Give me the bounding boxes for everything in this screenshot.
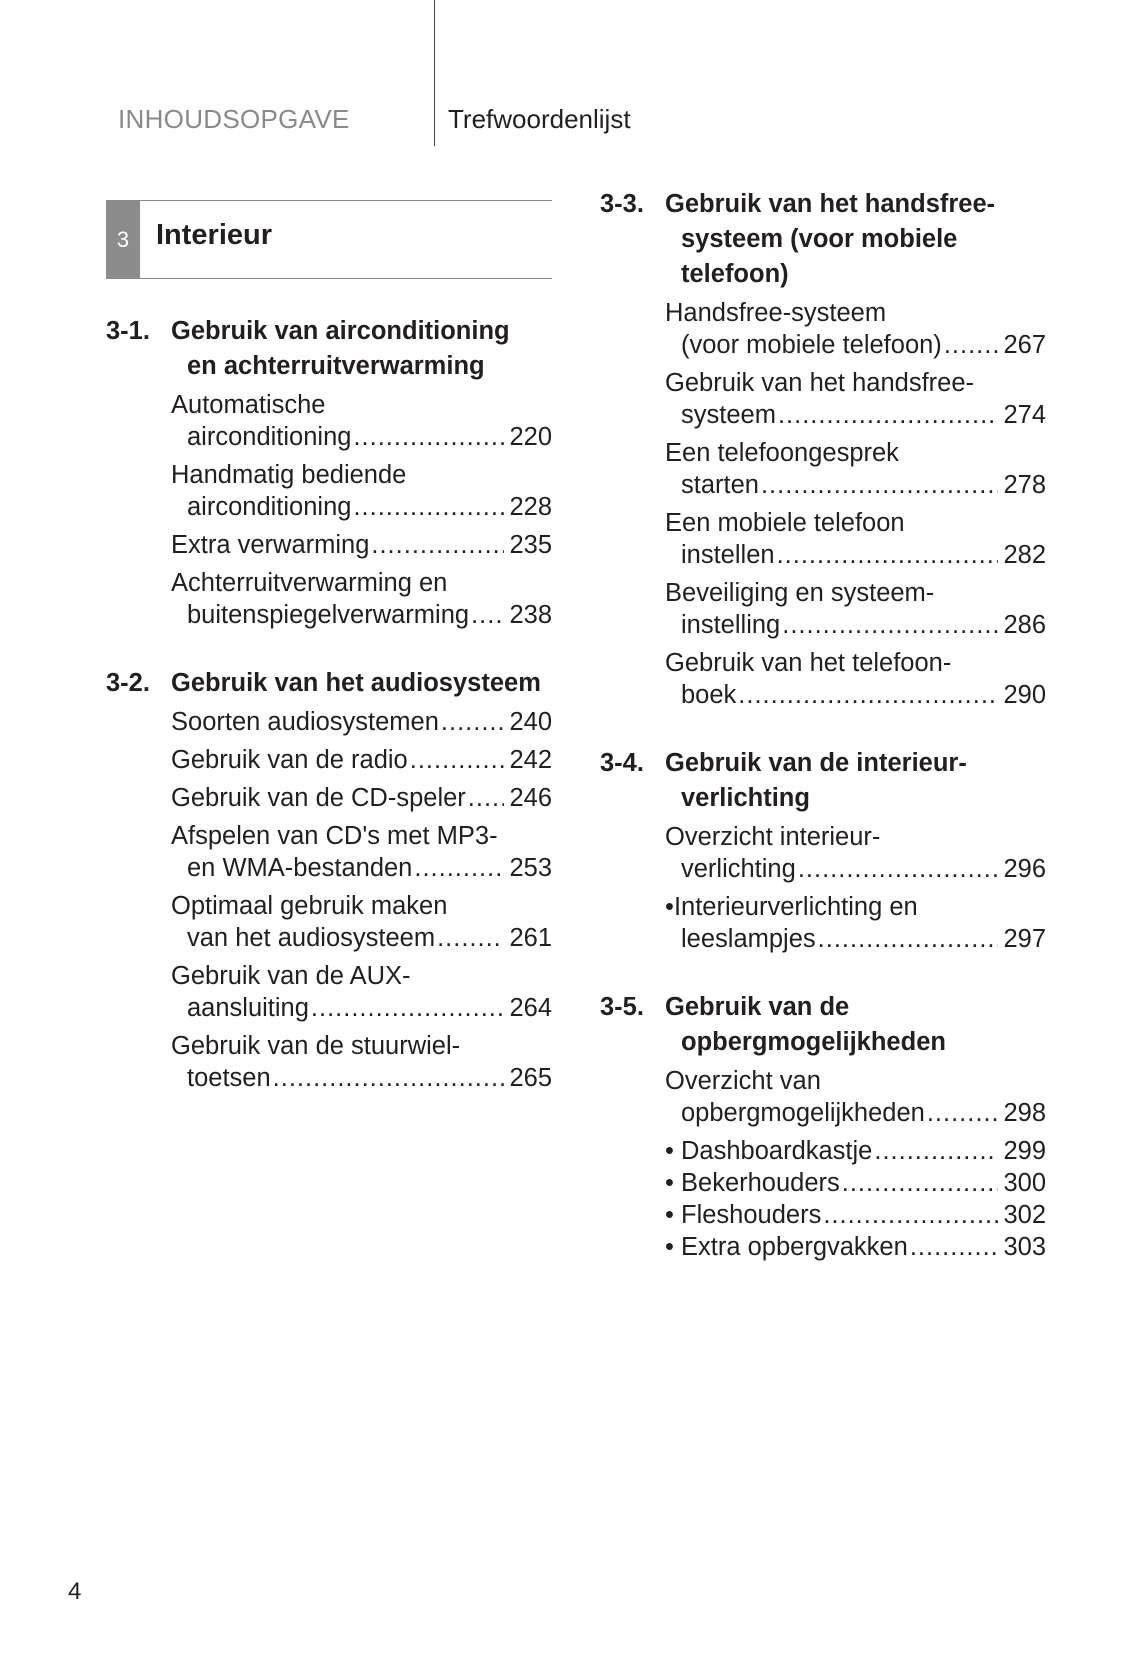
- section-number: 3-1.: [106, 317, 150, 345]
- page-ref: 302: [1003, 1201, 1046, 1229]
- toc-entry[interactable]: Handsfree-systeem (voor mobiele telefoon) ..... 267: [665, 297, 1046, 361]
- page-ref: 296: [1003, 855, 1046, 883]
- section-number: 3-3.: [600, 190, 644, 218]
- toc-entry[interactable]: Overzicht interieur- verlichting ..... 296: [665, 821, 1046, 885]
- page-ref: 228: [509, 493, 552, 521]
- page-ref: 246: [509, 784, 552, 812]
- toc-entry[interactable]: Overzicht van opbergmogelijkheden ..... 298: [665, 1065, 1046, 1129]
- toc-entry[interactable]: • Dashboardkastje ..... 299: [665, 1135, 1046, 1167]
- toc-entry[interactable]: Beveiliging en systeem- instelling ..... 286: [665, 577, 1046, 641]
- toc-entry[interactable]: Automatische airconditioning ..... 220: [171, 389, 552, 453]
- toc-entry[interactable]: Extra verwarming ..... 235: [171, 529, 552, 561]
- toc-entry[interactable]: Optimaal gebruik maken van het audiosysteem ..... 261: [171, 890, 552, 954]
- section-number: 3-5.: [600, 993, 644, 1021]
- section-title: Gebruik van het handsfree- systeem (voor mobiele telefoon): [665, 190, 996, 288]
- section-heading[interactable]: [600, 990, 1046, 1060]
- page-ref: 282: [1003, 541, 1046, 569]
- page-ref: 267: [1003, 331, 1046, 359]
- page-ref: 297: [1003, 925, 1046, 953]
- toc-entry[interactable]: Een mobiele telefoon instellen ..... 282: [665, 507, 1046, 571]
- toc-entry[interactable]: Gebruik van de stuurwiel- toetsen ..... 265: [171, 1030, 552, 1094]
- toc-entry[interactable]: Achterruitverwarming en buitenspiegelverwarming ..... 238: [171, 567, 552, 631]
- toc-entry[interactable]: Gebruik van de radio ..... 242: [171, 744, 552, 776]
- toc-entry[interactable]: Soorten audiosystemen ..... 240: [171, 706, 552, 738]
- section-3-4: [600, 746, 1046, 955]
- page-ref: 300: [1003, 1169, 1046, 1197]
- section-3-2: [106, 666, 552, 1094]
- toc-entry[interactable]: Gebruik van het telefoon- boek ..... 290: [665, 647, 1046, 711]
- page-ref: 240: [509, 708, 552, 736]
- page-ref: 303: [1003, 1233, 1046, 1261]
- section-title: Gebruik van de interieur- verlichting: [665, 749, 967, 812]
- toc-entry[interactable]: Gebruik van de CD-speler ..... 246: [171, 782, 552, 814]
- section-3-1: [106, 314, 552, 631]
- toc-entry[interactable]: Gebruik van het handsfree- systeem ..... 274: [665, 367, 1046, 431]
- toc-entry[interactable]: • Bekerhouders ..... 300: [665, 1167, 1046, 1199]
- section-title: Gebruik van het audiosysteem: [171, 669, 541, 697]
- toc-entry[interactable]: Afspelen van CD's met MP3- en WMA-bestanden ..... 253: [171, 820, 552, 884]
- toc-entry[interactable]: Gebruik van de AUX- aansluiting ..... 264: [171, 960, 552, 1024]
- chapter-number-badge: 3: [106, 201, 140, 278]
- page-ref: 274: [1003, 401, 1046, 429]
- section-heading[interactable]: [600, 746, 1046, 816]
- chapter-header: [106, 200, 552, 279]
- toc-left-column: [106, 314, 552, 1129]
- page-ref: 290: [1003, 681, 1046, 709]
- nav-index[interactable]: Trefwoordenlijst: [448, 104, 631, 134]
- section-title: Gebruik van airconditioning en achterruitverwarming: [171, 317, 510, 380]
- toc-entry[interactable]: • Fleshouders ..... 302: [665, 1199, 1046, 1231]
- page-ref: 235: [509, 531, 552, 559]
- page-ref: 238: [509, 601, 552, 629]
- page-ref: 299: [1003, 1137, 1046, 1165]
- page-ref: 278: [1003, 471, 1046, 499]
- section-heading[interactable]: [600, 187, 1046, 292]
- page-number: 4: [68, 1578, 82, 1605]
- header-divider: [434, 0, 435, 146]
- page-ref: 286: [1003, 611, 1046, 639]
- toc-entry[interactable]: Handmatig bediende airconditioning ..... 228: [171, 459, 552, 523]
- toc-right-column: [600, 187, 1046, 1298]
- page-ref: 264: [509, 994, 552, 1022]
- page-ref: 265: [509, 1064, 552, 1092]
- section-heading[interactable]: [106, 314, 552, 384]
- nav-table-of-contents[interactable]: INHOUDSOPGAVE: [118, 104, 350, 134]
- section-title: Gebruik van de opbergmogelijkheden: [665, 993, 946, 1056]
- section-3-5: [600, 990, 1046, 1263]
- page-ref: 261: [509, 924, 552, 952]
- page-ref: 220: [509, 423, 552, 451]
- section-3-3: [600, 187, 1046, 711]
- page-ref: 242: [509, 746, 552, 774]
- section-heading[interactable]: [106, 666, 552, 701]
- section-number: 3-2.: [106, 669, 150, 697]
- toc-entry[interactable]: • Extra opbergvakken ..... 303: [665, 1231, 1046, 1263]
- chapter-title: Interieur: [156, 219, 273, 251]
- page-ref: 253: [509, 854, 552, 882]
- page-ref: 298: [1003, 1099, 1046, 1127]
- toc-entry[interactable]: • Interieurverlichting en leeslampjes ..... 297: [665, 891, 1046, 955]
- toc-entry[interactable]: Een telefoongesprek starten ..... 278: [665, 437, 1046, 501]
- section-number: 3-4.: [600, 749, 644, 777]
